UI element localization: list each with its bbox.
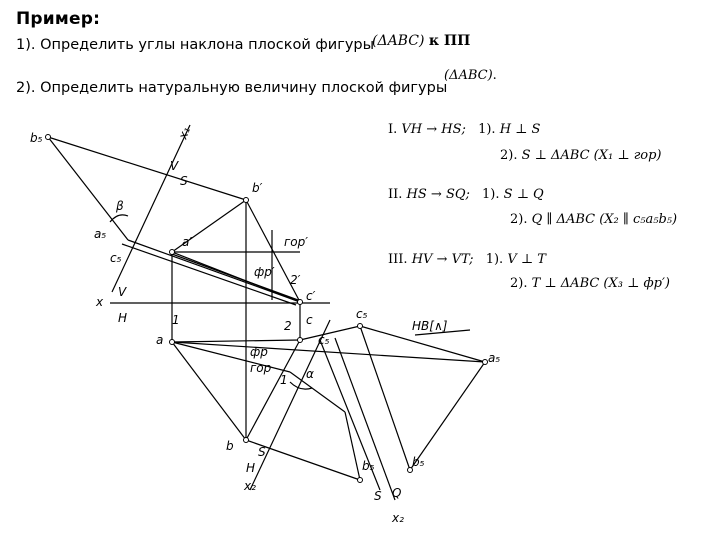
line-gor [172,342,290,372]
formula-triangle-1-suffix: к ПП [428,33,471,49]
step-1-numeral: I. [388,122,398,137]
label-a5-q: a₅ [488,351,501,365]
step-1b-text: S ⊥ ΔABC (X₁ ⊥ гор) [521,148,662,163]
label-2: 2 [284,319,292,333]
step-3b-number: 2). [510,276,528,291]
label-c5-q: c₅ [356,307,368,321]
label-x2: x₂ [244,479,256,493]
label-1b: 1 [280,373,288,387]
line-c5-b5 [360,326,410,470]
step-2-transform: HS → SQ; [406,187,470,202]
label-V: V [118,285,127,299]
label-fr-prime: фр′ [254,265,275,279]
label-S-bottom: S [374,489,382,503]
point-a [170,340,175,345]
label-H: H [118,311,128,325]
step-1-transform: VH → HS; [401,122,466,137]
label-hb: НВ[∧] [412,319,448,333]
label-fr: фр [250,345,268,359]
label-beta: β [116,199,124,213]
formula-triangle-2-main: (ΔABC) [444,68,493,83]
point-cprime [298,300,303,305]
point-c5 [358,324,363,329]
task-2-text: 2). Определить натуральную величину плоской фигуры [16,80,448,96]
point-b5-third [358,478,363,483]
label-x1: x₁ [175,125,193,142]
label-Q-bottom: Q [392,486,402,500]
link-1-2 [290,372,345,412]
line-b5-bprime [48,137,246,200]
label-b5-q: b₅ [362,459,375,473]
step-2a-text: S ⊥ Q [503,187,544,202]
label-x: x [96,295,104,309]
label-a5: a₅ [94,227,107,241]
points [46,135,488,483]
point-a5 [483,360,488,365]
step-1a-text: H ⊥ S [499,122,541,137]
label-b: b [226,439,234,453]
label-c5b: c₅ [318,333,330,347]
label-b5: b₅ [30,131,43,145]
label-bprime: b′ [252,181,263,195]
line-c-c5 [300,326,360,340]
label-a: a [156,333,164,347]
label-gor: гор [250,361,272,375]
step-1b-number: 2). [500,148,518,163]
line-frontal [172,254,298,300]
point-b5 [46,135,51,140]
line-b5-a5 [48,137,128,240]
step-3b-text: T ⊥ ΔABC (X₃ ⊥ фр′) [531,276,670,291]
label-b5-q2: b₅ [412,455,425,469]
page-title: Пример: [16,9,101,29]
label-2prime: 2′ [290,273,301,287]
label-x-bottom: x₂ [392,511,404,525]
step-2b-text: Q ∥ ΔABC (X₂ ∥ c₅a₅b₅) [531,212,678,227]
line-a-c [172,340,300,342]
step-3a-number: 1). [485,252,504,267]
label-cprime: c′ [306,289,316,303]
label-c5: c₅ [110,251,122,265]
label-aprime: a′ [182,235,193,249]
formula-triangle-1-main: (ΔABC) [372,33,425,49]
label-H-lower: H [246,461,256,475]
step-3a-text: V ⊥ T [507,252,546,267]
construction-lines [48,125,485,500]
point-b [244,438,249,443]
formula-triangle-2-suffix: . [492,68,497,83]
label-gor-prime: гор′ [284,235,308,249]
label-S: S [258,445,266,459]
step-2b-number: 2). [510,212,528,227]
line-a5-b5 [410,362,485,470]
point-bprime [244,198,249,203]
task-1-text: 1). Определить углы наклона плоской фигуры [16,37,375,53]
label-V-axis: V [170,159,179,173]
axis-x2b [335,338,395,500]
label-c: c [306,313,313,327]
line-a-b [172,342,246,440]
point-aprime [170,250,175,255]
step-3-transform: HV → VT; [411,252,474,267]
label-S-axis: S [180,174,188,188]
step-2-numeral: II. [388,187,403,202]
point-c [298,338,303,343]
label-alpha: α [306,367,314,381]
axis-x1 [112,125,193,292]
label-1: 1 [172,313,180,327]
step-2a-number: 1). [482,187,500,202]
step-1a-number: 1). [478,122,496,137]
step-3-numeral: III. [388,252,408,267]
